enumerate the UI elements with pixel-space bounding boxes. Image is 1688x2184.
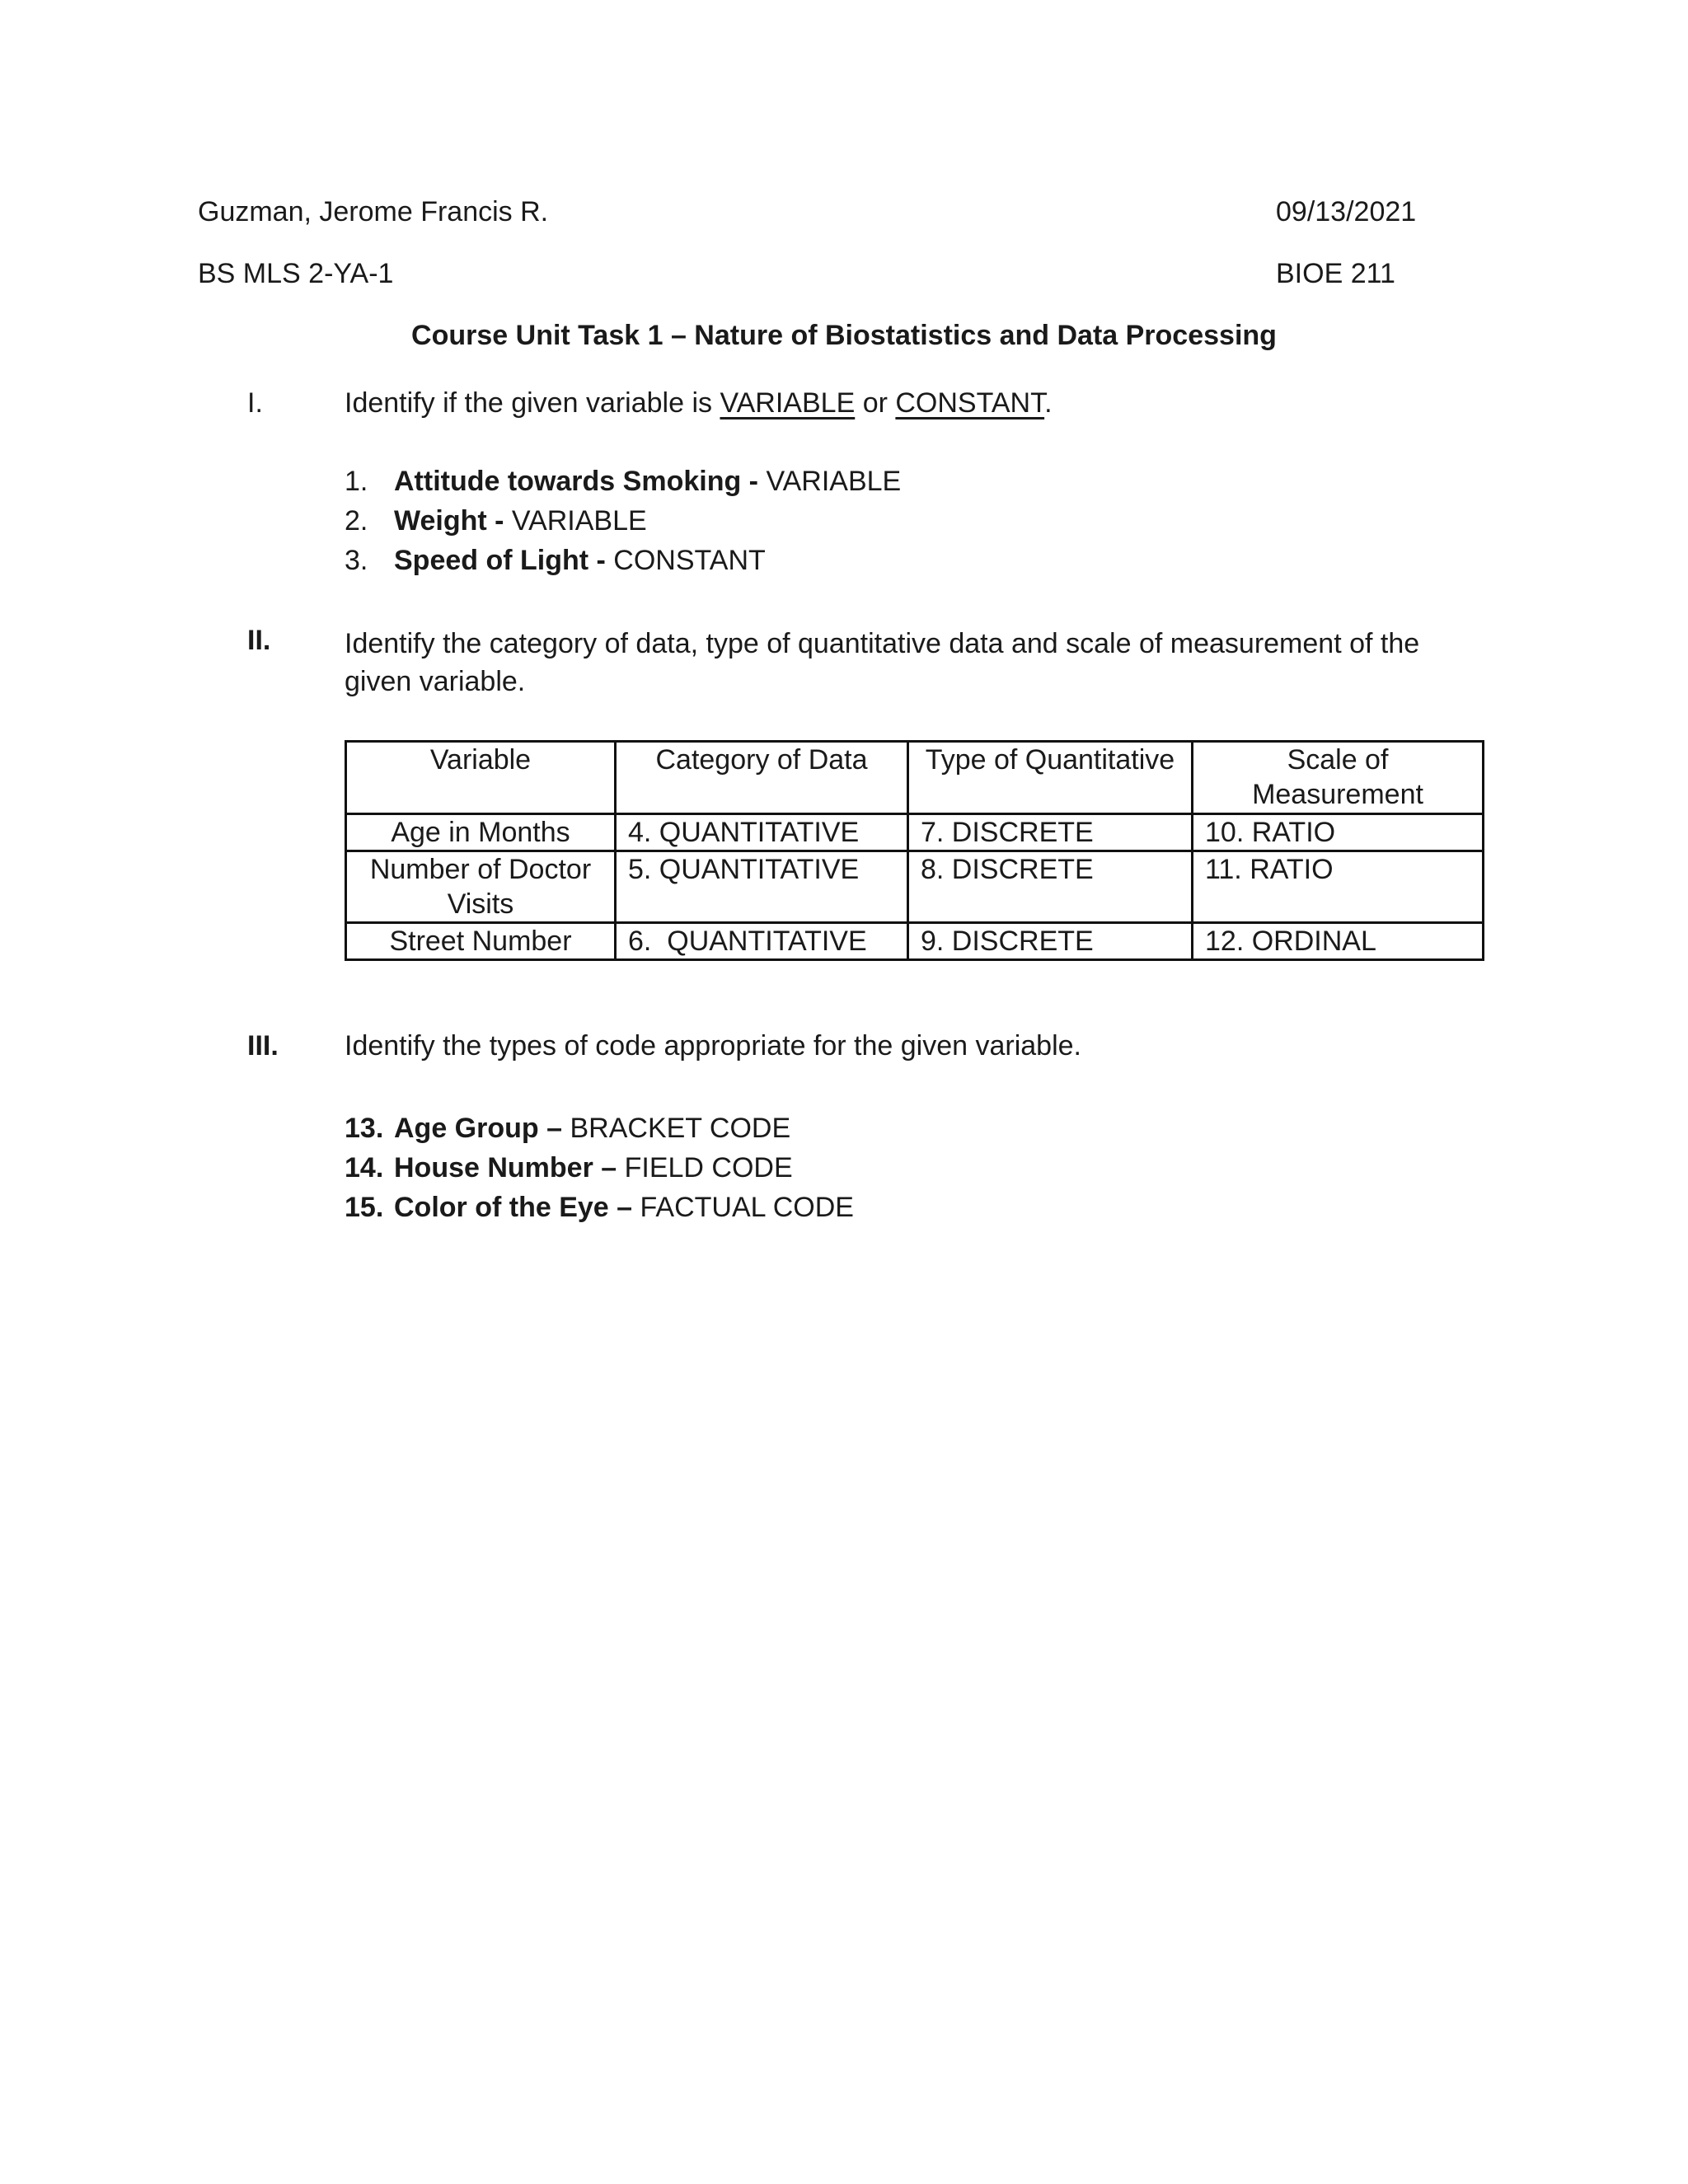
section-3-answer-list [345,1108,854,1227]
item-number: 1. [345,465,368,497]
cell-variable: Street Number [346,923,616,960]
cell-type: 7. DISCRETE [908,814,1193,851]
item-term: Attitude towards Smoking - [394,465,758,497]
table-row [346,851,1484,923]
section-1-instruction [345,387,1053,419]
item-term: House Number – [394,1151,617,1183]
item-term: Age Group – [394,1112,563,1144]
header-variable: Variable [346,742,616,814]
section-3-instruction: Identify the types of code appropriate for the given variable. [345,1030,1081,1062]
item-answer: BRACKET CODE [562,1112,791,1144]
list-item [345,501,901,541]
list-item [345,1108,854,1148]
item-answer: VARIABLE [504,504,647,537]
submission-date: 09/13/2021 [1276,196,1417,227]
section-2-numeral: II. [247,625,271,656]
list-item [345,1188,854,1227]
cell-category: 4. QUANTITATIVE [616,814,908,851]
instruction-suffix: . [1044,387,1053,419]
cell-scale: 12. ORDINAL [1193,923,1484,960]
cell-category: 5. QUANTITATIVE [616,851,908,923]
item-term: Color of the Eye – [394,1191,633,1223]
data-classification-table [345,740,1484,961]
cell-scale: 11. RATIO [1193,851,1484,923]
header-category: Category of Data [616,742,908,814]
item-answer: CONSTANT [605,544,766,576]
item-term: Speed of Light - [394,544,606,576]
cell-scale: 10. RATIO [1193,814,1484,851]
section-2-instruction: Identify the category of data, type of quantitative data and scale of measurement of the given variable. [345,628,1420,697]
subject-code: BIOE 211 [1276,258,1395,289]
item-answer: FACTUAL CODE [632,1191,854,1223]
item-number: 14. [345,1151,384,1183]
cell-type: 8. DISCRETE [908,851,1193,923]
document-title: Course Unit Task 1 – Nature of Biostatistics and Data Processing [411,320,1277,351]
option-constant: CONSTANT [895,387,1045,419]
cell-variable: Number of Doctor Visits [346,851,616,923]
cell-type: 9. DISCRETE [908,923,1193,960]
student-name: Guzman, Jerome Francis R. [198,196,549,227]
item-number: 13. [345,1112,384,1144]
header-type: Type of Quantitative [908,742,1193,814]
header-scale: Scale of Measurement [1193,742,1484,814]
list-item [345,462,901,501]
table-row [346,923,1484,960]
course-section: BS MLS 2-YA-1 [198,258,394,289]
item-answer: VARIABLE [758,465,902,497]
item-number: 15. [345,1191,384,1223]
cell-variable: Age in Months [346,814,616,851]
section-1-numeral: I. [247,387,263,419]
table-header-row [346,742,1484,814]
table-row [346,814,1484,851]
section-3-numeral: III. [247,1030,279,1062]
option-variable: VARIABLE [720,387,856,419]
list-item [345,541,901,580]
item-term: Weight - [394,504,504,537]
section-1-answer-list [345,462,901,580]
instruction-prefix: Identify if the given variable is [345,387,720,419]
item-answer: FIELD CODE [617,1151,793,1183]
item-number: 2. [345,504,368,537]
list-item [345,1148,854,1188]
item-number: 3. [345,544,368,576]
instruction-mid: or [855,387,896,419]
cell-category: 6. QUANTITATIVE [616,923,908,960]
